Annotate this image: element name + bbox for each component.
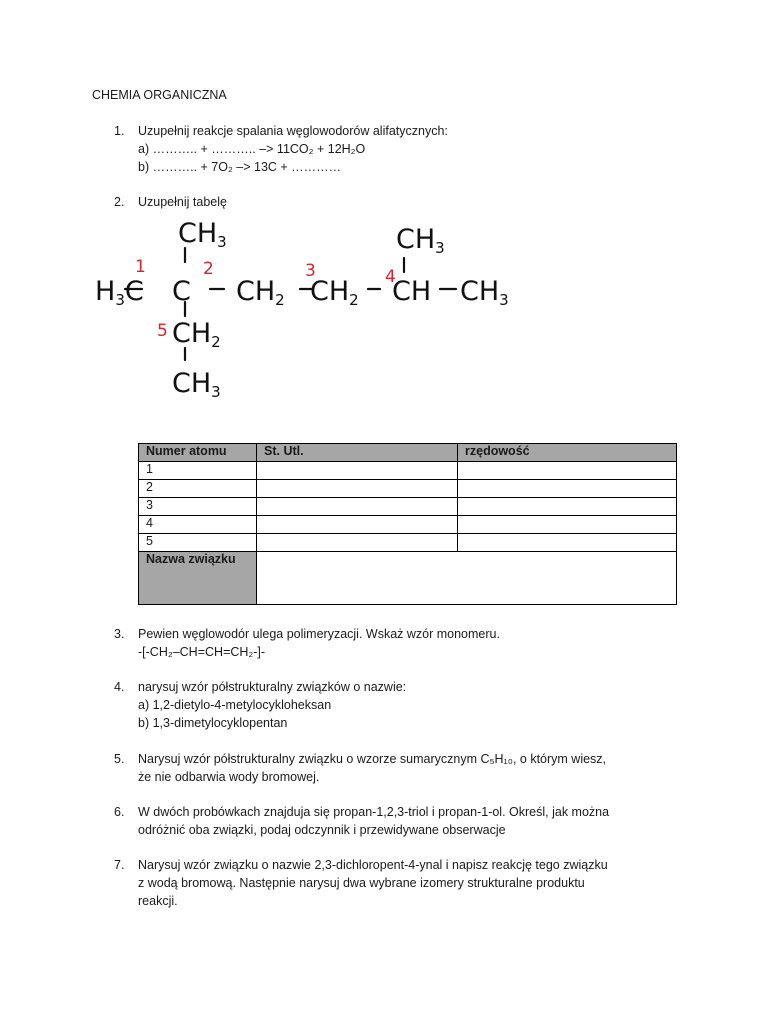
atom-marker-1: 1 bbox=[135, 257, 146, 277]
task-number: 6. bbox=[114, 805, 125, 819]
task-text: Uzupełnij reakcje spalania węglowodorów alifatycznych: bbox=[138, 124, 448, 138]
group-ch3-top: CH3 bbox=[178, 218, 227, 251]
group-ch2-ethyl: CH2 bbox=[172, 318, 221, 351]
task-text: Narysuj wzór związku o nazwie 2,3-dichloropent-4-ynal i napisz reakcję tego związku bbox=[138, 858, 608, 872]
group-ch: CH bbox=[392, 276, 432, 307]
task-number: 4. bbox=[114, 680, 125, 694]
task-number: 3. bbox=[114, 627, 125, 641]
answer-cell[interactable] bbox=[257, 462, 458, 480]
task-text: a) 1,2-dietylo-4-metylocykloheksan bbox=[138, 698, 332, 712]
oxidation-table bbox=[138, 443, 677, 605]
group-ch2-a: CH2 bbox=[236, 276, 285, 309]
column-header: Numer atomu bbox=[139, 444, 257, 462]
compound-name-label: Nazwa związku bbox=[139, 552, 257, 605]
table-row bbox=[139, 498, 677, 516]
group-h3c: H3C bbox=[95, 276, 144, 309]
task-text: b) ……….. + 7O₂ –> 13C + ………… bbox=[138, 160, 342, 174]
structural-formula bbox=[0, 210, 768, 410]
answer-cell[interactable] bbox=[458, 534, 677, 552]
row-label: 2 bbox=[139, 480, 257, 498]
row-label: 1 bbox=[139, 462, 257, 480]
answer-cell[interactable] bbox=[257, 516, 458, 534]
row-label: 4 bbox=[139, 516, 257, 534]
table-row bbox=[139, 480, 677, 498]
group-ch3-branch: CH3 bbox=[396, 224, 445, 257]
compound-name-row bbox=[139, 552, 677, 605]
column-header: St. Utl. bbox=[257, 444, 458, 462]
task-number: 5. bbox=[114, 752, 125, 766]
table-row bbox=[139, 516, 677, 534]
answer-cell[interactable] bbox=[458, 516, 677, 534]
atom-marker-5: 5 bbox=[157, 321, 168, 341]
task-text: z wodą bromową. Następnie narysuj dwa wybrane izomery strukturalne produktu bbox=[138, 876, 585, 890]
task-text: W dwóch probówkach znajduja się propan-1,2,3-triol i propan-1-ol. Określ, jak można bbox=[138, 805, 610, 819]
atom-marker-2: 2 bbox=[203, 259, 214, 279]
task-text: b) 1,3-dimetylocyklopentan bbox=[138, 716, 288, 730]
task-text: a) ……….. + ……….. –> 11CO₂ + 12H₂O bbox=[138, 142, 366, 156]
row-label: 5 bbox=[139, 534, 257, 552]
task-text: Narysuj wzór półstrukturalny związku o wzorze sumarycznym C₅H₁₀, o którym wiesz, bbox=[138, 752, 607, 766]
answer-cell[interactable] bbox=[458, 462, 677, 480]
answer-cell[interactable] bbox=[257, 498, 458, 516]
answer-cell[interactable] bbox=[458, 480, 677, 498]
column-header: rzędowość bbox=[458, 444, 677, 462]
group-ch3-ethyl: CH3 bbox=[172, 368, 221, 401]
group-c-quaternary: C bbox=[172, 276, 191, 307]
task-text: Pewien węglowodór ulega polimeryzacji. Wskaż wzór monomeru. bbox=[138, 627, 500, 641]
task-number: 7. bbox=[114, 858, 125, 872]
group-ch3-right: CH3 bbox=[460, 276, 509, 309]
task-number: 2. bbox=[114, 195, 125, 209]
document-title: CHEMIA ORGANICZNA bbox=[92, 88, 227, 102]
task-text: -[-CH₂–CH=CH=CH₂-]- bbox=[138, 645, 266, 659]
task-number: 1. bbox=[114, 124, 125, 138]
task-text: Uzupełnij tabelę bbox=[138, 195, 227, 209]
atom-marker-4: 4 bbox=[385, 267, 396, 287]
atom-marker-3: 3 bbox=[305, 261, 316, 281]
table-header-row bbox=[139, 444, 677, 462]
task-text: reakcji. bbox=[138, 894, 178, 908]
answer-cell[interactable] bbox=[257, 534, 458, 552]
table-row bbox=[139, 462, 677, 480]
task-text: odróżnić oba związki, podaj odczynnik i przewidywane obserwacje bbox=[138, 823, 506, 837]
group-ch2-b: CH2 bbox=[310, 276, 359, 309]
compound-name-answer[interactable] bbox=[257, 552, 677, 605]
row-label: 3 bbox=[139, 498, 257, 516]
table-row bbox=[139, 534, 677, 552]
task-text: narysuj wzór półstrukturalny związków o nazwie: bbox=[138, 680, 407, 694]
answer-cell[interactable] bbox=[257, 480, 458, 498]
task-text: że nie odbarwia wody bromowej. bbox=[138, 770, 320, 784]
answer-cell[interactable] bbox=[458, 498, 677, 516]
